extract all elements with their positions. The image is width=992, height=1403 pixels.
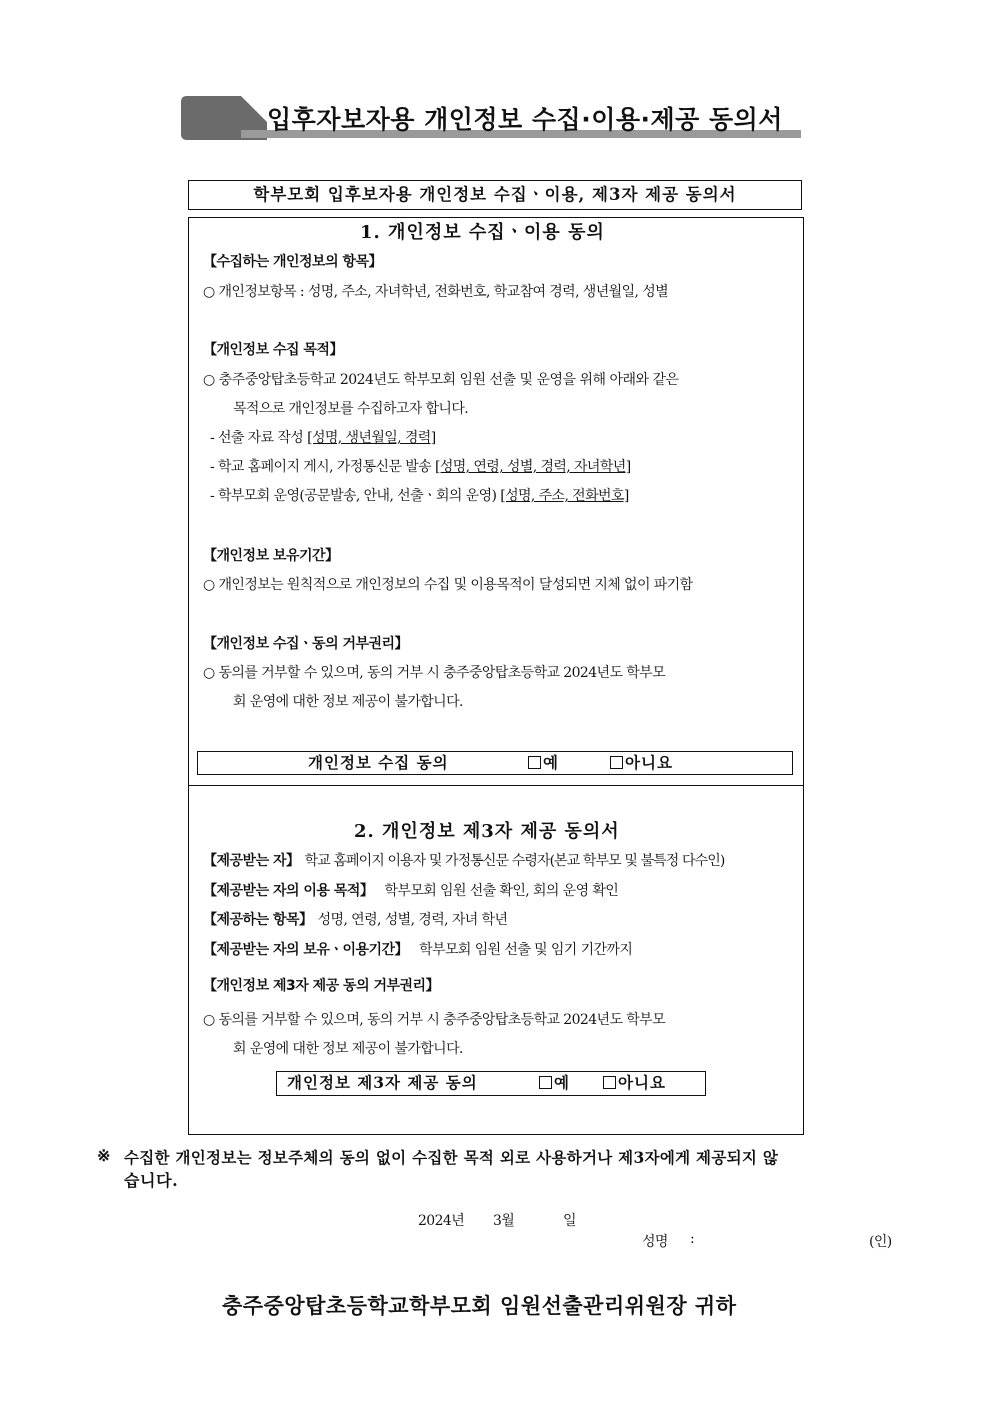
purpose-heading: 【개인정보 수집 목적】 bbox=[203, 342, 343, 358]
purpose-line2: 목적으로 개인정보를 수집하고자 합니다. bbox=[233, 401, 469, 417]
section1-title: 1. 개인정보 수집ㆍ이용 동의 bbox=[360, 222, 605, 243]
refusal-line1: ○ 동의를 거부할 수 있으며, 동의 거부 시 충주중앙탑초등학교 2024년도 학부모 bbox=[203, 665, 665, 681]
recipient-text: 학교 홈페이지 이용자 및 가정통신문 수령자(본교 학부모 및 불특정 다수인) bbox=[304, 853, 725, 869]
purpose-item bbox=[210, 427, 436, 447]
date-month: 3월 bbox=[493, 1213, 515, 1229]
checkbox-icon[interactable] bbox=[603, 1076, 616, 1089]
checkbox-icon[interactable] bbox=[528, 756, 541, 769]
section2-title: 2. 개인정보 제3자 제공 동의서 bbox=[354, 821, 620, 842]
purpose-row bbox=[203, 880, 618, 900]
note-mark: ※ bbox=[97, 1146, 112, 1165]
retention-row bbox=[203, 939, 632, 959]
date-day: 일 bbox=[563, 1213, 576, 1229]
section-divider bbox=[188, 785, 804, 786]
usage-purpose-heading: 【제공받는 자의 이용 목적】 bbox=[203, 883, 374, 899]
provided-items-row bbox=[203, 909, 507, 929]
purpose-item-prefix: - 학교 홈페이지 게시, 가정통신문 발송 bbox=[210, 459, 435, 475]
note-line1: 수집한 개인정보는 정보주체의 동의 없이 수집한 목적 외로 사용하거나 제3자에게 제공되지 않 bbox=[124, 1148, 779, 1167]
third-party-refusal-heading: 【개인정보 제3자 제공 동의 거부권리】 bbox=[203, 978, 440, 994]
purpose-item-prefix: - 선출 자료 작성 bbox=[210, 430, 308, 446]
signature-colon: : bbox=[690, 1231, 695, 1247]
provided-items-text: 성명, 연령, 성별, 경력, 자녀 학년 bbox=[317, 912, 508, 928]
provided-items-heading: 【제공하는 항목】 bbox=[203, 912, 313, 928]
date-year: 2024년 bbox=[418, 1213, 465, 1229]
items-text: ○ 개인정보항목 : 성명, 주소, 자녀학년, 전화번호, 학교참여 경력, 생년월일, 성별 bbox=[203, 284, 669, 300]
usage-purpose-text: 학부모회 임원 선출 확인, 회의 운영 확인 bbox=[384, 883, 619, 899]
title-banner bbox=[181, 96, 801, 140]
checkbox-icon[interactable] bbox=[610, 756, 623, 769]
third-party-consent-box bbox=[276, 1071, 706, 1096]
third-party-refusal-line1: ○ 동의를 거부할 수 있으며, 동의 거부 시 충주중앙탑초등학교 2024년도 학부모 bbox=[203, 1012, 665, 1028]
third-party-consent-no[interactable]: 아니요 bbox=[603, 1072, 666, 1094]
purpose-item-detail: [성명, 연령, 성별, 경력, 자녀학년] bbox=[434, 459, 631, 475]
retention-period-text: 학부모회 임원 선출 및 임기 기간까지 bbox=[419, 942, 633, 958]
items-heading: 【수집하는 개인정보의 항목】 bbox=[203, 254, 383, 270]
retention-text: ○ 개인정보는 원칙적으로 개인정보의 수집 및 이용목적이 달성되면 지체 없이 파기함 bbox=[203, 577, 693, 593]
purpose-item bbox=[210, 485, 629, 505]
document-header: 학부모회 입후보자용 개인정보 수집ㆍ이용, 제3자 제공 동의서 bbox=[188, 180, 802, 210]
purpose-item bbox=[210, 456, 631, 476]
purpose-item-prefix: - 학부모회 운영(공문발송, 안내, 선출ㆍ회의 운영) bbox=[210, 488, 501, 504]
third-party-consent-yes[interactable]: 예 bbox=[539, 1072, 570, 1094]
collection-consent-label: 개인정보 수집 동의 bbox=[308, 753, 449, 772]
recipient-row bbox=[203, 850, 724, 870]
retention-heading: 【개인정보 보유기간】 bbox=[203, 548, 339, 564]
purpose-line1: ○ 충주중앙탑초등학교 2024년도 학부모회 임원 선출 및 운영을 위해 아래와 같은 bbox=[203, 372, 679, 388]
collection-consent-box bbox=[197, 751, 793, 775]
retention-period-heading: 【제공받는 자의 보유ㆍ이용기간】 bbox=[203, 942, 409, 958]
purpose-item-detail: [성명, 생년월일, 경력] bbox=[307, 430, 436, 446]
collection-consent-no[interactable]: 아니요 bbox=[610, 752, 673, 773]
checkbox-icon[interactable] bbox=[539, 1076, 552, 1089]
purpose-item-detail: [성명, 주소, 전화번호] bbox=[500, 488, 629, 504]
page-title: 입후자보자용 개인정보 수집·이용·제공 동의서 bbox=[267, 105, 783, 134]
refusal-line2: 회 운영에 대한 정보 제공이 불가합니다. bbox=[233, 694, 463, 710]
signature-seal: (인) bbox=[869, 1234, 892, 1250]
collection-consent-yes[interactable]: 예 bbox=[528, 752, 559, 773]
refusal-heading: 【개인정보 수집ㆍ동의 거부권리】 bbox=[203, 636, 409, 652]
note-line2: 습니다. bbox=[124, 1171, 179, 1190]
closing-addressee: 충주중앙탑초등학교학부모회 임원선출관리위원장 귀하 bbox=[222, 1293, 737, 1318]
recipient-heading: 【제공받는 자】 bbox=[203, 853, 300, 869]
signature-label: 성명 bbox=[642, 1234, 668, 1250]
third-party-consent-label: 개인정보 제3자 제공 동의 bbox=[287, 1073, 478, 1092]
third-party-refusal-line2: 회 운영에 대한 정보 제공이 불가합니다. bbox=[233, 1041, 463, 1057]
